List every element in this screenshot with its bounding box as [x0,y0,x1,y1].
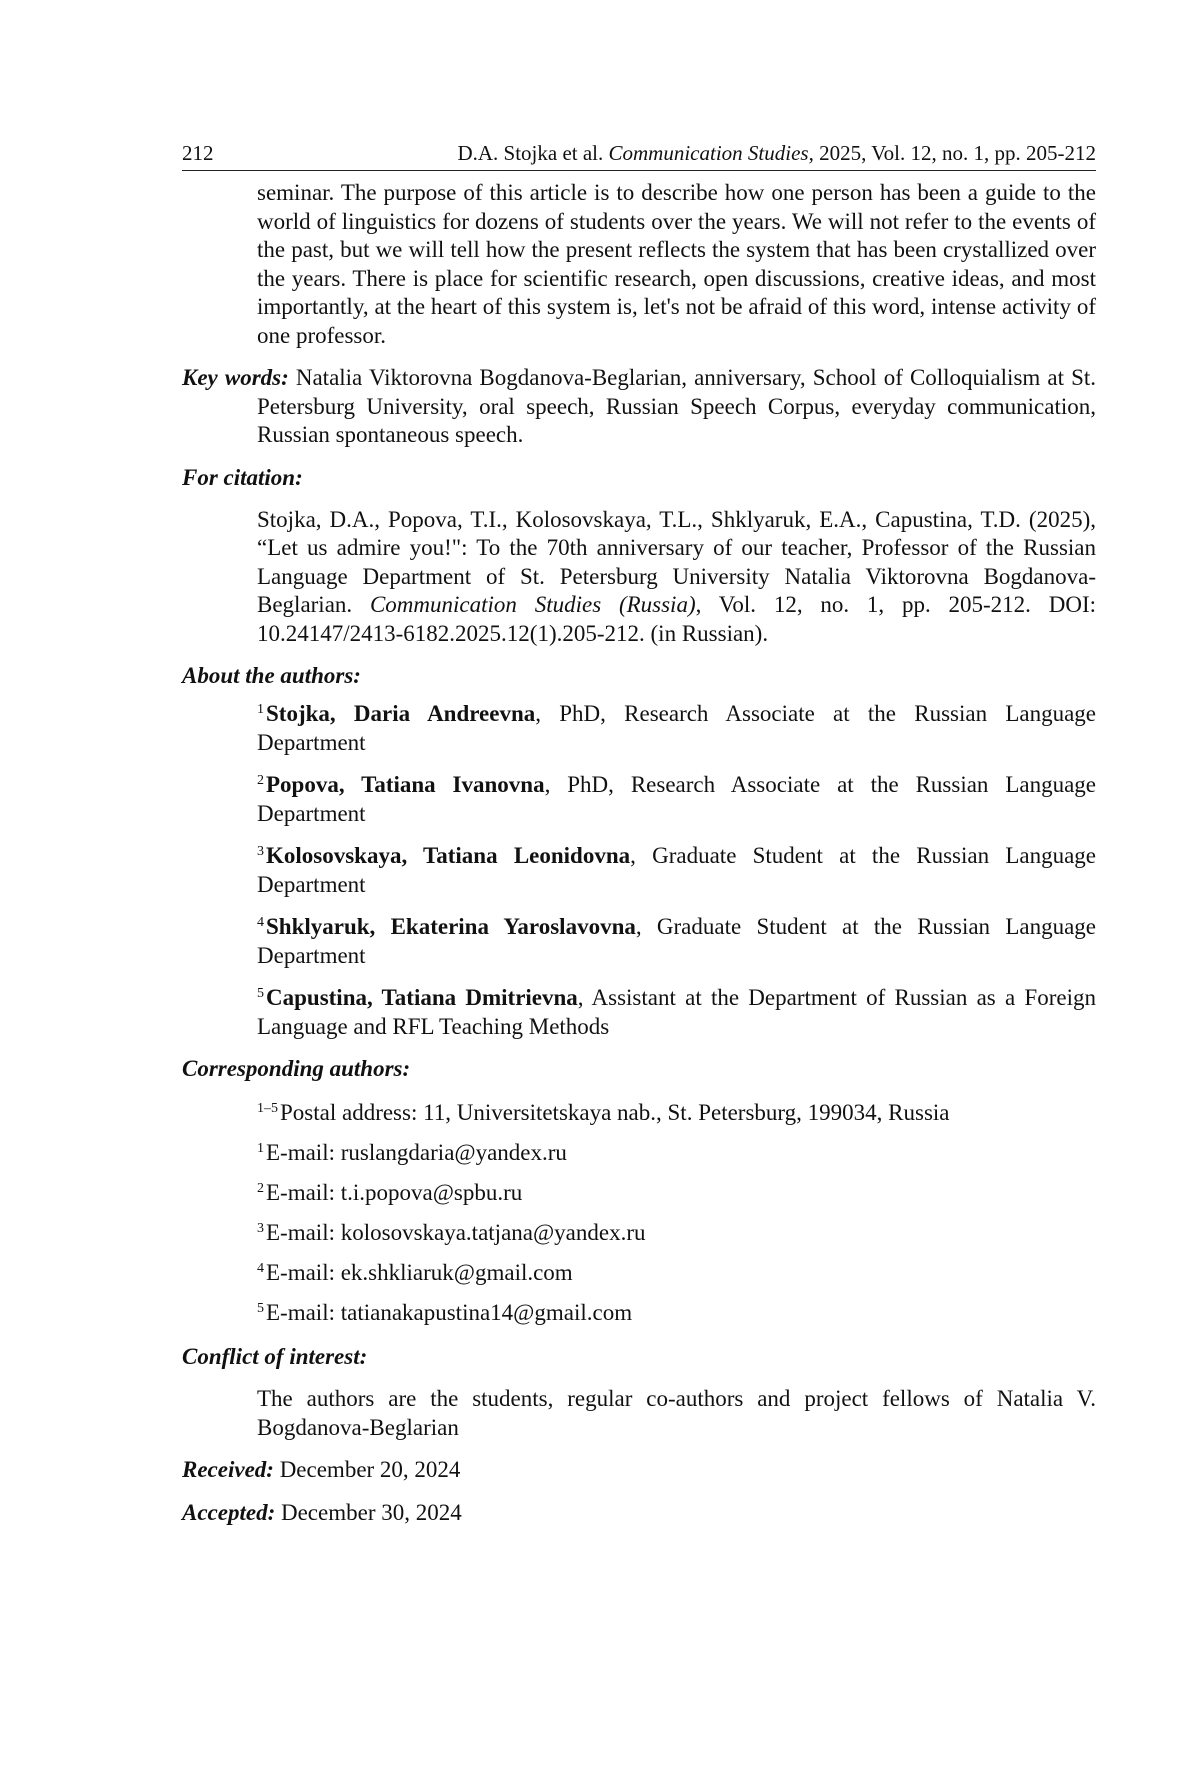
citation-reference: Stojka, D.A., Popova, T.I., Kolosovskaya, T.L., Shklyaruk, E.A., Capustina, T.D. (2025), “Let us admire you!": To the 70th anniversary of our teacher, Professor of the Russian Language Department of St. Petersburg University Natalia Viktorovna Bogdanova-Beglarian. [257,506,1096,617]
author-desc: , Assistant at the Department of Russian as a Foreign Language and RFL Teaching Methods [257,985,1096,1039]
running-header [182,140,1096,171]
accepted-label: Accepted: [182,1499,276,1525]
keywords-label: Key words: [182,365,289,390]
about-authors-heading: About the authors: [182,663,361,688]
author-desc: , Graduate Student at the Russian Language Department [257,914,1096,968]
author-name: Stojka, Daria Andreevna [266,701,536,726]
citation-text [257,506,1096,649]
running-head-issue: , 2025, Vol. 12, no. 1, pp. 205-212 [808,141,1096,165]
email-text: E-mail: kolosovskaya.tatjana@yandex.ru [266,1220,646,1245]
received-line [182,1456,1096,1485]
email-line [257,1219,1096,1247]
running-head-journal: Communication Studies [608,141,809,165]
author-entry [257,771,1096,828]
author-entry [257,913,1096,970]
keywords-text: Natalia Viktorovna Bogdanova-Beglarian, anniversary, School of Colloquialism at St. Petersburg University, oral speech, Russian Speech Corpus, everyday communication, Russian spontaneous speech. [257,365,1096,447]
citation-heading: For citation: [182,464,303,490]
received-date: December 20, 2024 [273,1457,461,1482]
conflict-text: The authors are the students, regular co-authors and project fellows of Natalia V. Bogdanova-Beglarian [257,1386,1096,1440]
author-sup: 4 [257,915,264,930]
postal-sup: 1–5 [257,1101,278,1116]
keywords [182,364,1096,450]
email-sup: 3 [257,1221,264,1236]
page-number: 212 [182,141,214,165]
corresponding-heading: Corresponding authors: [182,1056,411,1081]
author-sup: 5 [257,986,264,1001]
email-text: E-mail: t.i.popova@spbu.ru [266,1180,523,1205]
running-head-authors: D.A. Stojka et al. [457,141,609,165]
running-head [457,140,1096,166]
email-line [257,1179,1096,1207]
accepted-line [182,1499,1096,1528]
postal-text: Postal address: 11, Universitetskaya nab., St. Petersburg, 199034, Russia [280,1100,950,1125]
postal-address [257,1099,1096,1127]
received-label: Received: [182,1457,274,1482]
email-sup: 4 [257,1261,264,1276]
email-line [257,1259,1096,1287]
author-entry [257,842,1096,899]
author-sup: 2 [257,773,264,788]
page [182,140,1096,1527]
author-desc: , PhD, Research Associate at the Russian Language Department [257,701,1096,755]
author-sup: 1 [257,702,264,717]
author-entry [257,700,1096,757]
author-entry [257,984,1096,1041]
author-sup: 3 [257,844,264,859]
citation-details: , Vol. 12, no. 1, pp. 205-212. DOI: 10.24147/2413-6182.2025.12(1).205-212. (in Russian). [257,592,1096,646]
email-line [257,1139,1096,1167]
email-sup: 5 [257,1301,264,1316]
email-line [257,1299,1096,1327]
citation-journal: Communication Studies (Russia) [369,592,696,617]
accepted-date: December 30, 2024 [275,1499,462,1525]
author-name: Shklyaruk, Ekaterina Yaroslavovna [266,914,636,939]
email-sup: 1 [257,1141,264,1156]
abstract-continuation: seminar. The purpose of this article is to describe how one person has been a guide to the world of linguistics for dozens of students over the years. We will not refer to the events of the past, but we will tell how the present reflects the system that has been crystallized over the years. There is place for scientific research, open discussions, creative ideas, and most importantly, at the heart of this system is, let's not be afraid of this word, intense activity of one professor. [257,180,1096,348]
email-sup: 2 [257,1181,264,1196]
author-name: Capustina, Tatiana Dmitrievna [266,985,578,1010]
author-desc: , Graduate Student at the Russian Language Department [257,843,1096,897]
email-text: E-mail: ruslangdaria@yandex.ru [266,1140,567,1165]
email-text: E-mail: ek.shkliaruk@gmail.com [266,1260,573,1285]
conflict-heading: Conflict of interest: [182,1344,368,1369]
author-desc: , PhD, Research Associate at the Russian Language Department [257,772,1097,826]
author-list [182,700,1096,1041]
author-name: Popova, Tatiana Ivanovna [266,772,545,797]
email-text: E-mail: tatianakapustina14@gmail.com [266,1300,633,1325]
author-name: Kolosovskaya, Tatiana Leonidovna [266,843,631,868]
